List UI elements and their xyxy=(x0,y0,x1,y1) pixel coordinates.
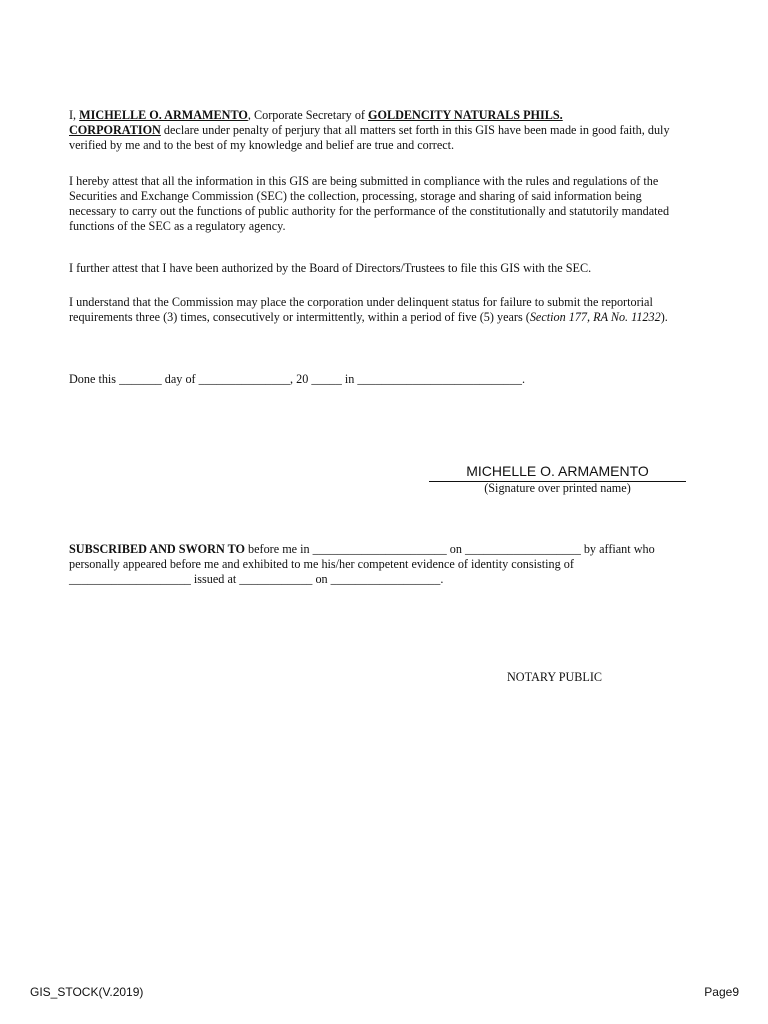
attestation-intro: I, xyxy=(69,108,77,122)
role-text: , Corporate Secretary of xyxy=(247,108,365,122)
attestation-paragraph xyxy=(69,108,687,153)
notary-public-label: NOTARY PUBLIC xyxy=(507,670,603,684)
signature-printed-name: MICHELLE O. ARMAMENTO xyxy=(429,461,686,482)
company-name-line2: CORPORATION xyxy=(69,123,161,137)
compliance-paragraph: I hereby attest that all the information in this GIS are being submitted in compliance with the rules and regulations of the Securities and Exchange Commission (SEC) the collection, processing, storage and sharing of said information being necessary to carry out the functions of public authority for the performance of the constitutionally and statutorily mandated functions of the SEC as a regulatory agency. xyxy=(69,174,670,233)
sworn-text: before me in ______________________ on ___________________ by affiant who personally appeared before me and exhibited to me his/her competent evidence of identity consisting of ____________________ issued at ____________ on __________________. xyxy=(69,542,655,586)
delinquency-text: I understand that the Commission may place the corporation under delinquent status for failure to submit the reportorial requirements three (3) times, consecutively or intermittently, within a period of five (5) years ( xyxy=(69,295,653,324)
footer-page-number: Page9 xyxy=(704,985,739,999)
signature-caption: (Signature over printed name) xyxy=(484,481,631,495)
company-name-line1: GOLDENCITY NATURALS PHILS. xyxy=(368,108,563,122)
sworn-lead: SUBSCRIBED AND SWORN TO xyxy=(69,542,245,556)
authorization-paragraph: I further attest that I have been authorized by the Board of Directors/Trustees to file this GIS with the SEC. xyxy=(69,261,592,275)
delinquency-end: ). xyxy=(660,310,668,324)
footer-form-id: GIS_STOCK(V.2019) xyxy=(30,985,144,999)
done-line: Done this _______ day of _______________, 20 _____ in ___________________________. xyxy=(69,372,526,386)
declaration-text: declare under penalty of perjury that all matters set forth in this GIS have been made in good faith, duly verified by me and to the best of my knowledge and belief are true and correct. xyxy=(69,123,670,152)
delinquency-paragraph xyxy=(69,295,687,325)
sworn-paragraph xyxy=(69,542,687,587)
legal-citation: Section 177, RA No. 11232 xyxy=(529,310,661,324)
secretary-name: MICHELLE O. ARMAMENTO xyxy=(79,108,248,122)
